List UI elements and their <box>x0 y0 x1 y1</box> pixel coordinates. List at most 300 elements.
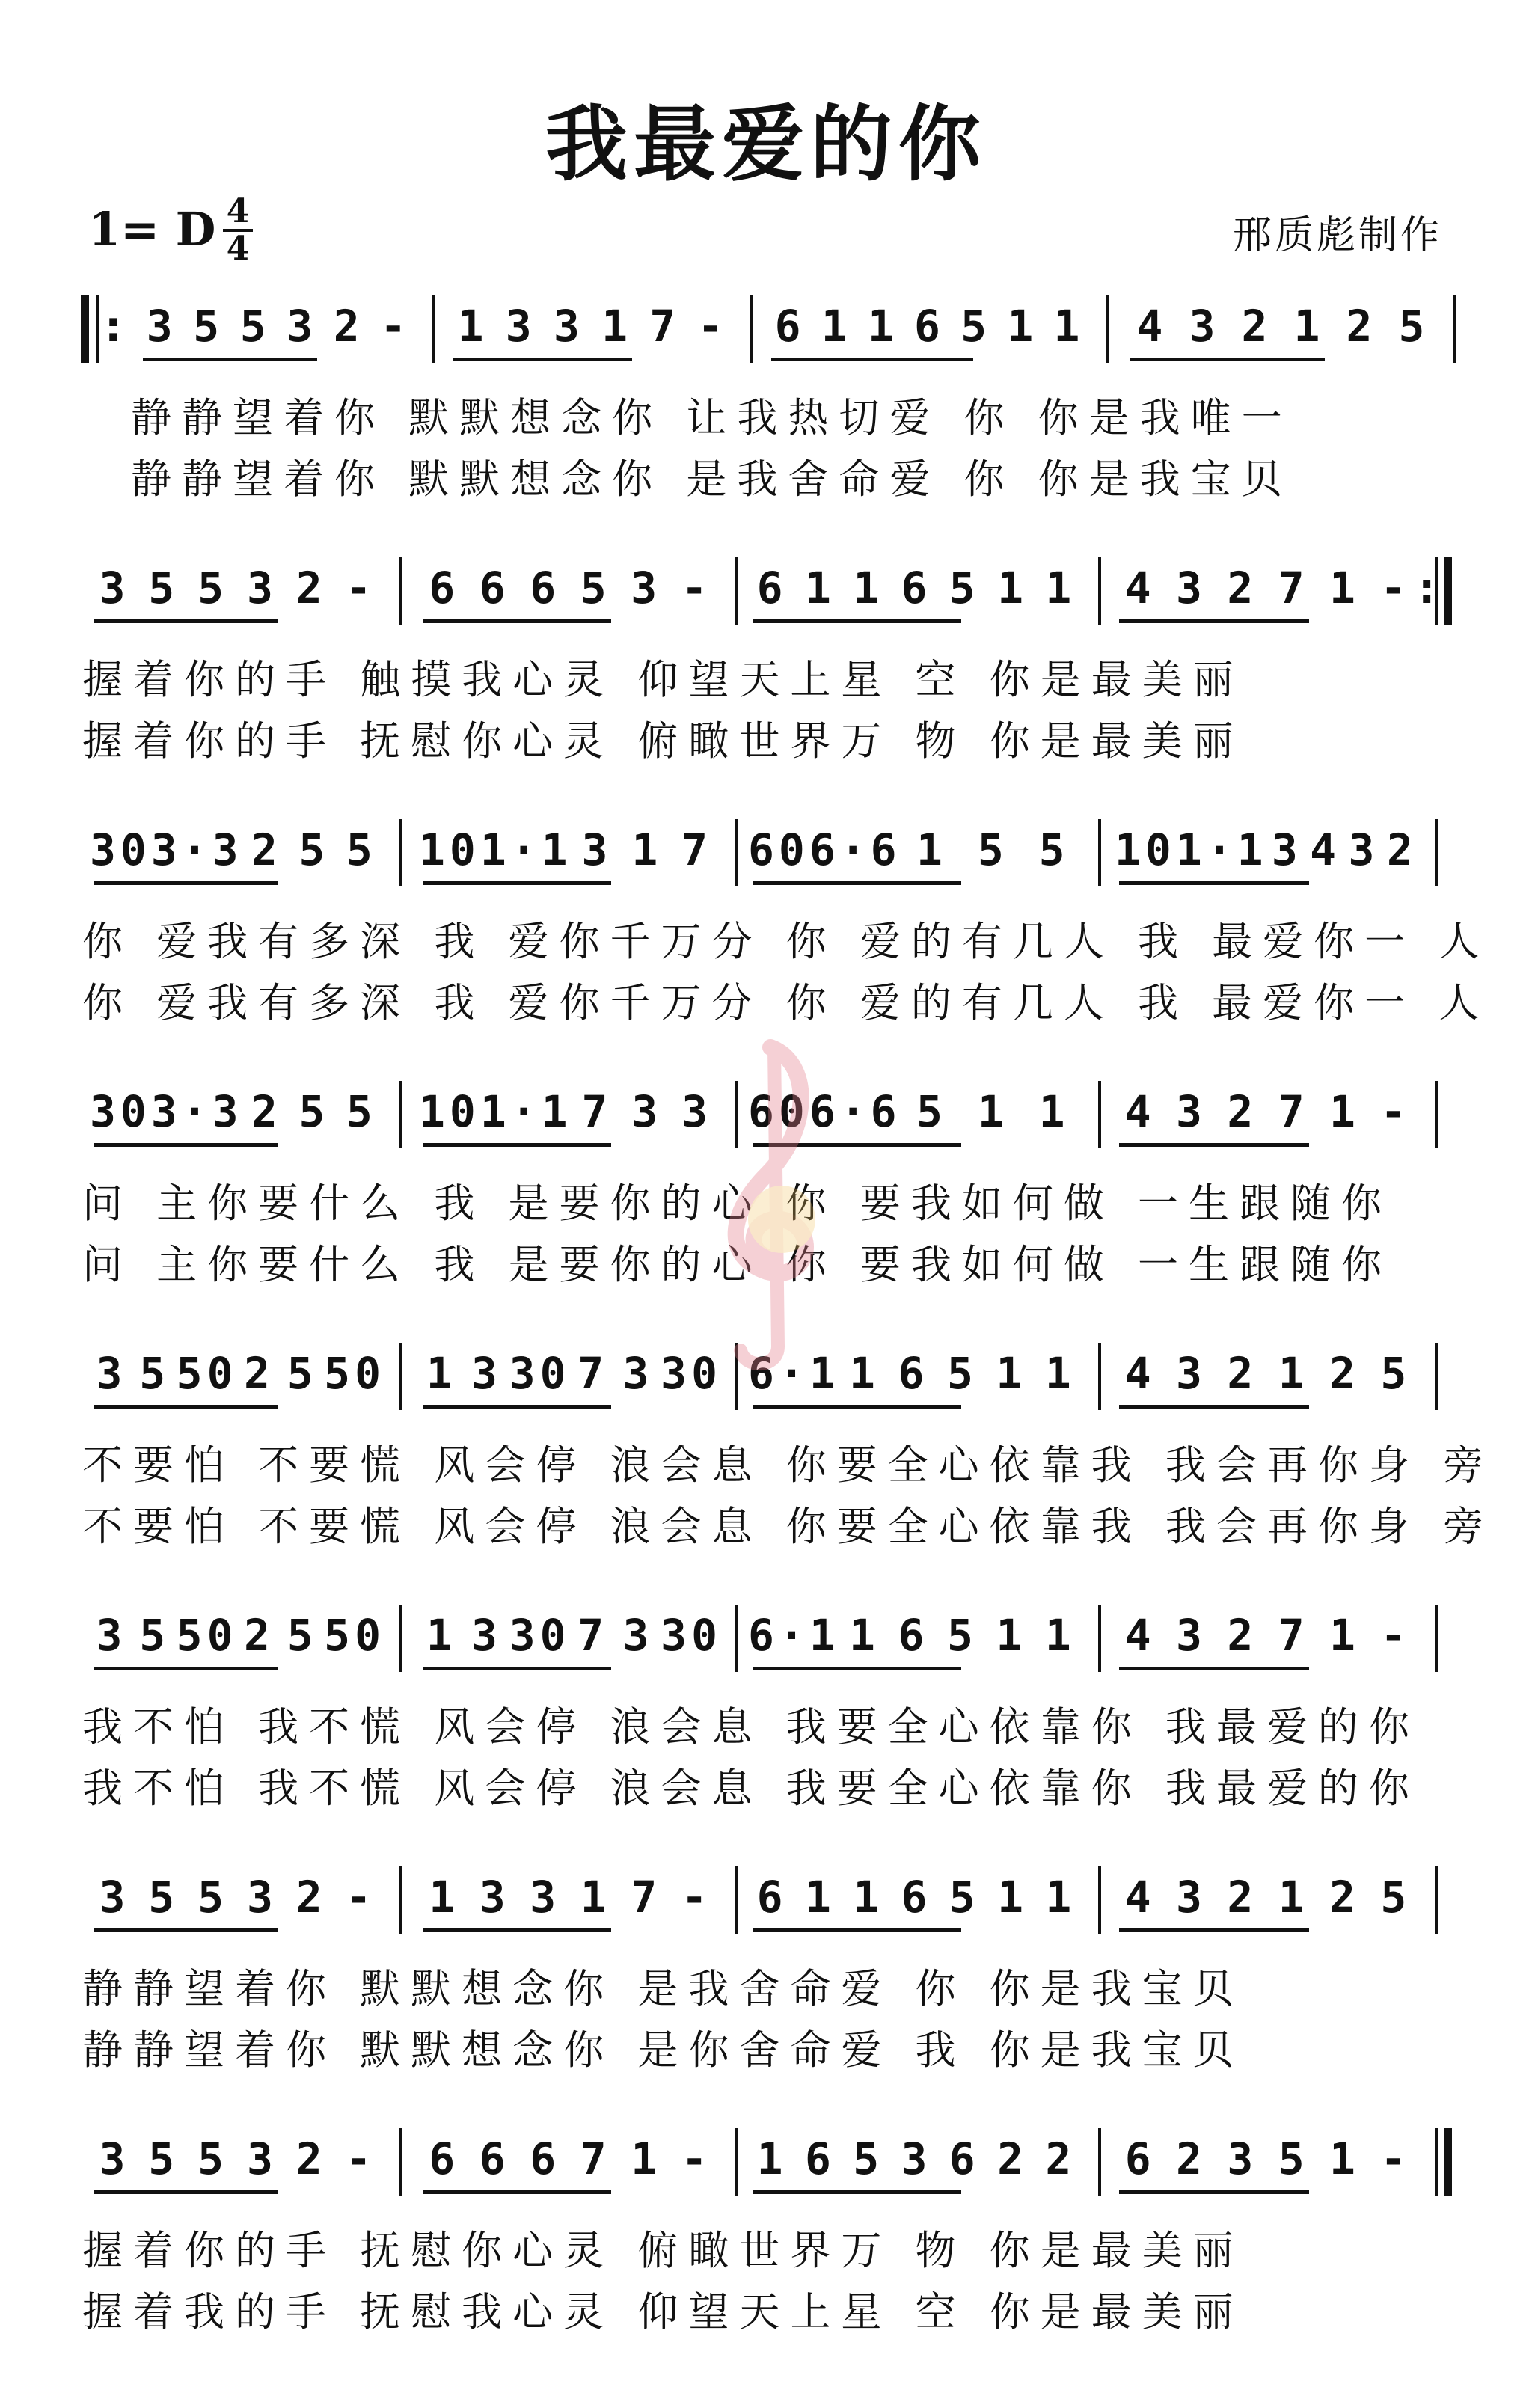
note: 2 <box>243 1610 275 1661</box>
song-title: 我最爱的你 <box>545 96 987 192</box>
note: 6 <box>530 563 561 613</box>
note: 1 <box>631 2133 662 2184</box>
beam-underline <box>94 1667 278 1670</box>
note: 2 <box>243 1348 275 1399</box>
lyric-verse-2: 我不怕 我不慌 风会停 浪会息 我要全心依靠你 我最爱的你 <box>82 1765 1420 1812</box>
barline <box>399 1343 402 1410</box>
note: 3·3 <box>150 1086 243 1137</box>
note: 7 <box>1278 563 1309 613</box>
note: 50 <box>176 1610 238 1661</box>
barline <box>735 1866 738 1934</box>
note: 3 <box>1176 1348 1207 1399</box>
note: 3 <box>96 1610 127 1661</box>
note: 3 <box>681 1086 713 1137</box>
notation-row <box>0 1855 1532 1937</box>
measure <box>419 563 722 622</box>
beam-underline <box>753 1667 961 1670</box>
note: 2 <box>251 824 282 875</box>
note: 5 <box>148 1872 180 1923</box>
lyric-verse-1: 你 爱我有多深 我 爱你千万分 你 爱的有几人 我 最爱你一 人 <box>82 918 1490 965</box>
barline <box>1435 2128 1438 2196</box>
measure <box>748 1872 1085 1931</box>
barline <box>1098 2128 1101 2196</box>
beam-underline <box>423 1928 611 1932</box>
note: - <box>681 2133 712 2184</box>
note: 1 <box>1045 1872 1076 1923</box>
note: 5 <box>1278 2133 1309 2184</box>
note: 4 <box>1124 1610 1156 1661</box>
note: 6 <box>804 2133 836 2184</box>
note: 5 <box>949 563 980 613</box>
barline <box>1098 557 1101 625</box>
note: 1·1 <box>1175 824 1268 875</box>
note: 1 <box>756 2133 788 2184</box>
lyric-verse-1: 握着你的手 触摸我心灵 仰望天上星 空 你是最美丽 <box>82 656 1244 703</box>
lyric-verse-2: 握着你的手 抚慰你心灵 俯瞰世界万 物 你是最美丽 <box>82 717 1244 765</box>
note: - <box>1380 2133 1412 2184</box>
note: 4 <box>1136 301 1168 352</box>
beam-underline <box>453 358 632 361</box>
note: 5 <box>197 2133 229 2184</box>
beam-underline <box>94 1405 278 1409</box>
author-credit: 邢质彪制作 <box>1232 213 1442 258</box>
note: 5 <box>287 1610 318 1661</box>
measure <box>1115 1086 1421 1146</box>
note: 1 <box>631 824 663 875</box>
note: 6·1 <box>748 1348 840 1399</box>
note: 4 <box>1124 563 1156 613</box>
note: 5 <box>239 301 271 352</box>
key-signature: 1= D <box>88 202 216 257</box>
note: 1 <box>1044 1348 1076 1399</box>
barline <box>1098 819 1101 886</box>
barline <box>1453 295 1456 363</box>
lyric-verse-2: 问 主你要什么 我 是要你的心 你 要我如何做 一生跟随你 <box>82 1241 1392 1288</box>
beam-underline <box>423 1667 611 1670</box>
note: 4 <box>1124 1086 1156 1137</box>
note: 3 <box>479 1872 510 1923</box>
note: 3 <box>581 824 613 875</box>
note: 2 <box>1386 824 1418 875</box>
note: 1 <box>1329 1086 1360 1137</box>
note: - <box>1380 1086 1412 1137</box>
note: 5 <box>949 1872 980 1923</box>
note: 6 <box>756 563 788 613</box>
note: 50 <box>324 1348 385 1399</box>
note: - <box>380 301 411 352</box>
beam-underline <box>771 358 973 361</box>
beam-underline <box>753 881 961 885</box>
barline <box>1435 1866 1438 1934</box>
note: 6·6 <box>809 1086 901 1137</box>
note: 2 <box>295 2133 327 2184</box>
measure <box>419 1872 722 1931</box>
note: 3 <box>631 1086 663 1137</box>
barline <box>399 1866 402 1934</box>
note: 1·1 <box>479 824 572 875</box>
barline <box>399 557 402 625</box>
note: - <box>681 563 712 613</box>
measure <box>90 1610 385 1670</box>
lyric-verse-2: 不要怕 不要慌 风会停 浪会息 你要全心依靠我 我会再你身 旁 <box>82 1503 1494 1550</box>
note: 30 <box>509 1610 571 1661</box>
note: 3 <box>1271 824 1302 875</box>
measure <box>419 1086 722 1146</box>
barline <box>1435 819 1438 886</box>
note: 1 <box>804 563 836 613</box>
beam-underline <box>94 619 278 623</box>
note: 5 <box>946 1610 978 1661</box>
note: - <box>697 301 729 352</box>
notation-row <box>0 1593 1532 1676</box>
measure <box>748 1610 1085 1670</box>
barline <box>735 2128 738 2196</box>
time-signature <box>223 192 253 268</box>
measure <box>1115 1610 1421 1670</box>
score-line <box>0 808 1532 1062</box>
note: 1 <box>580 1872 611 1923</box>
note: 1 <box>1329 563 1360 613</box>
note: 1 <box>1329 2133 1360 2184</box>
note: 1 <box>977 1086 1008 1137</box>
note: 10 <box>1115 824 1176 875</box>
beam-underline <box>423 1143 611 1147</box>
note: 5 <box>139 1348 171 1399</box>
note: 2 <box>1329 1872 1360 1923</box>
barline <box>1435 557 1438 625</box>
measure <box>419 2133 722 2193</box>
note: 2 <box>1227 1610 1258 1661</box>
note: 5 <box>148 2133 180 2184</box>
note: 5 <box>287 1348 318 1399</box>
barline <box>735 1605 738 1672</box>
note: 6·1 <box>748 1610 840 1661</box>
note: 3 <box>1176 1610 1207 1661</box>
note: 3 <box>631 563 662 613</box>
note: 1 <box>997 563 1028 613</box>
beam-underline <box>1119 1143 1309 1147</box>
note: 6 <box>949 2133 980 2184</box>
score-line <box>0 284 1532 539</box>
note: 5 <box>197 1872 229 1923</box>
note: 5 <box>148 563 180 613</box>
note: 3 <box>1176 563 1207 613</box>
note: 6 <box>898 1610 929 1661</box>
measure <box>90 563 385 622</box>
measure <box>90 2133 385 2193</box>
measure <box>419 824 722 884</box>
barline <box>1106 295 1109 363</box>
measure <box>748 563 1085 622</box>
barline <box>750 295 753 363</box>
measure <box>419 1610 722 1670</box>
beam-underline <box>423 2190 611 2194</box>
note: 1 <box>1053 301 1085 352</box>
note: 7 <box>649 301 681 352</box>
note: 1 <box>1278 1872 1309 1923</box>
barline <box>1098 1343 1101 1410</box>
note: 1 <box>1007 301 1038 352</box>
barline <box>1435 1605 1438 1672</box>
note: 2 <box>1346 301 1377 352</box>
note: 3 <box>901 2133 932 2184</box>
beam-underline <box>1130 358 1325 361</box>
note: 5 <box>298 824 330 875</box>
note: 3 <box>96 1348 127 1399</box>
measure <box>1115 2133 1421 2193</box>
beam-underline <box>1119 1667 1309 1670</box>
note: 5 <box>298 1086 330 1137</box>
note: 3 <box>246 2133 278 2184</box>
note: 7 <box>580 2133 611 2184</box>
note: 5 <box>346 1086 377 1137</box>
note: - <box>681 1872 712 1923</box>
note: 1 <box>1278 1348 1309 1399</box>
measure <box>748 824 1085 884</box>
note: 1 <box>1329 1610 1360 1661</box>
note: 1 <box>867 301 898 352</box>
note: 3 <box>287 301 318 352</box>
note: 1 <box>916 824 947 875</box>
note: 1 <box>457 301 488 352</box>
note: 5 <box>346 824 377 875</box>
beam-underline <box>753 1405 961 1409</box>
notation-row <box>0 284 1532 367</box>
time-top: 4 <box>226 192 250 230</box>
note: 3 <box>553 301 584 352</box>
measure <box>1115 563 1421 622</box>
note: 3 <box>246 563 278 613</box>
note: 30 <box>661 1348 722 1399</box>
beam-underline <box>753 619 961 623</box>
note: 3 <box>471 1348 502 1399</box>
note: 1 <box>1293 301 1325 352</box>
barline <box>1435 1081 1438 1148</box>
beam-underline <box>423 1405 611 1409</box>
note: 1 <box>853 563 884 613</box>
note: 3 <box>1176 1872 1207 1923</box>
notation-row <box>0 808 1532 890</box>
note: - <box>345 563 376 613</box>
note: 5 <box>580 563 611 613</box>
lyric-verse-1: 静静望着你 默默想念你 是我舍命爱 你 你是我宝贝 <box>82 1965 1244 2012</box>
note: 3 <box>99 2133 130 2184</box>
note: - <box>345 2133 376 2184</box>
lyric-verse-2: 你 爱我有多深 我 爱你千万分 你 爱的有几人 我 最爱你一 人 <box>82 979 1490 1026</box>
note: 5 <box>1398 301 1430 352</box>
note: 3 <box>622 1610 654 1661</box>
note: 60 <box>748 824 809 875</box>
note: 5 <box>916 1086 947 1137</box>
note: 3 <box>505 301 536 352</box>
note: 5 <box>197 563 229 613</box>
barline <box>399 819 402 886</box>
note: 6 <box>429 2133 460 2184</box>
barline <box>399 1081 402 1148</box>
measure <box>138 301 419 361</box>
beam-underline <box>94 881 278 885</box>
barline <box>1098 1866 1101 1934</box>
note: 6 <box>479 2133 510 2184</box>
note: 7 <box>577 1610 609 1661</box>
note: 6 <box>898 1348 929 1399</box>
beam-underline <box>1119 1405 1309 1409</box>
note: 6 <box>429 563 460 613</box>
note: 5 <box>1038 824 1070 875</box>
note: 30 <box>661 1610 722 1661</box>
note: 2 <box>251 1086 282 1137</box>
end-bar <box>1444 557 1452 625</box>
note: 2 <box>1227 1872 1258 1923</box>
note: 6 <box>1124 2133 1156 2184</box>
beam-underline <box>423 881 611 885</box>
note: 3 <box>99 563 130 613</box>
note: 3·3 <box>150 824 243 875</box>
note: 6·6 <box>809 824 901 875</box>
note: 4 <box>1310 824 1341 875</box>
note: 7 <box>631 1872 662 1923</box>
note: 2 <box>1176 2133 1207 2184</box>
note: 1 <box>426 1610 457 1661</box>
note: 5 <box>853 2133 884 2184</box>
measure <box>1115 824 1421 884</box>
note: 5 <box>946 1348 978 1399</box>
beam-underline <box>1119 619 1309 623</box>
lyric-verse-1: 我不怕 我不慌 风会停 浪会息 我要全心依靠你 我最爱的你 <box>82 1703 1420 1750</box>
note: 7 <box>1278 1610 1309 1661</box>
measure <box>1126 301 1440 361</box>
note: 1 <box>996 1348 1027 1399</box>
note: 2 <box>1241 301 1272 352</box>
barline <box>735 557 738 625</box>
beam-underline <box>94 1928 278 1932</box>
note: 2 <box>333 301 364 352</box>
note: 2 <box>1045 2133 1076 2184</box>
barline <box>1098 1605 1101 1672</box>
beam-underline <box>753 2190 961 2194</box>
note: 2 <box>1227 1348 1258 1399</box>
note: 6 <box>479 563 510 613</box>
note: 3 <box>471 1610 502 1661</box>
note: - <box>1380 563 1412 613</box>
barline <box>96 295 99 363</box>
time-bottom: 4 <box>226 230 250 268</box>
beam-underline <box>753 1928 961 1932</box>
note: 5 <box>977 824 1008 875</box>
note: 2 <box>295 563 327 613</box>
note: 1 <box>601 301 633 352</box>
note: 3 <box>530 1872 561 1923</box>
note: 4 <box>1124 1348 1156 1399</box>
lyric-verse-2: 静静望着你 默默想念你 是我舍命爱 你 你是我宝贝 <box>131 456 1293 503</box>
beam-underline <box>94 1143 278 1147</box>
measure <box>90 824 385 884</box>
note: 30 <box>90 1086 151 1137</box>
note: 1·1 <box>479 1086 572 1137</box>
measure <box>1115 1348 1421 1408</box>
note: 6 <box>530 2133 561 2184</box>
note: 1 <box>804 1872 836 1923</box>
barline <box>399 2128 402 2196</box>
note: 2 <box>1227 563 1258 613</box>
note: 1 <box>426 1348 457 1399</box>
note: 1 <box>821 301 852 352</box>
score-line <box>0 1855 1532 2110</box>
score-line <box>0 1593 1532 1848</box>
beam-underline <box>1119 881 1309 885</box>
note: 1 <box>849 1610 880 1661</box>
note: 6 <box>756 1872 788 1923</box>
end-bar <box>1444 2128 1452 2196</box>
lyric-verse-2: 静静望着你 默默想念你 是你舍命爱 我 你是我宝贝 <box>82 2026 1244 2074</box>
note: 3 <box>99 1872 130 1923</box>
note: 1 <box>1045 563 1076 613</box>
notation-row <box>0 2117 1532 2199</box>
lyric-verse-1: 不要怕 不要慌 风会停 浪会息 你要全心依靠我 我会再你身 旁 <box>82 1442 1494 1489</box>
beam-underline <box>94 2190 278 2194</box>
score-line <box>0 546 1532 800</box>
repeat-start-bar <box>81 295 89 363</box>
note: 6 <box>901 1872 932 1923</box>
lyric-verse-1: 握着你的手 抚慰你心灵 俯瞰世界万 物 你是最美丽 <box>82 2227 1244 2274</box>
repeat-dots: : <box>105 303 122 352</box>
beam-underline <box>423 619 611 623</box>
beam-underline <box>1119 1928 1309 1932</box>
note: 1 <box>429 1872 460 1923</box>
note: 2 <box>295 1872 327 1923</box>
note: 1 <box>1038 1086 1070 1137</box>
score-line <box>0 2117 1532 2371</box>
note: 60 <box>748 1086 809 1137</box>
note: 5 <box>139 1610 171 1661</box>
note: 3 <box>1227 2133 1258 2184</box>
note: 7 <box>581 1086 613 1137</box>
note: 3 <box>146 301 177 352</box>
note: 1 <box>1044 1610 1076 1661</box>
barline <box>735 819 738 886</box>
repeat-dots: : <box>1418 565 1436 613</box>
lyric-verse-1: 问 主你要什么 我 是要你的心 你 要我如何做 一生跟随你 <box>82 1180 1392 1227</box>
note: 7 <box>681 824 713 875</box>
barline <box>399 1605 402 1672</box>
lyric-verse-1: 静静望着你 默默想念你 让我热切爱 你 你是我唯一 <box>131 394 1293 441</box>
note: 1 <box>849 1348 880 1399</box>
measure <box>419 1348 722 1408</box>
measure <box>90 1348 385 1408</box>
measure <box>1115 1872 1421 1931</box>
note: 50 <box>176 1348 238 1399</box>
beam-underline <box>1119 2190 1309 2194</box>
note: 7 <box>1278 1086 1309 1137</box>
note: 50 <box>324 1610 385 1661</box>
note: 1 <box>997 1872 1028 1923</box>
note: 10 <box>419 1086 480 1137</box>
measure <box>449 301 737 361</box>
note: - <box>1380 1610 1412 1661</box>
note: 5 <box>960 301 992 352</box>
note: 30 <box>509 1348 571 1399</box>
note: 2 <box>1227 1086 1258 1137</box>
barline <box>1435 1343 1438 1410</box>
notation-row <box>0 546 1532 628</box>
measure <box>90 1872 385 1931</box>
lyric-verse-2: 握着我的手 抚慰我心灵 仰望天上星 空 你是最美丽 <box>82 2288 1244 2335</box>
note: 5 <box>193 301 224 352</box>
barline <box>432 295 435 363</box>
measure <box>767 301 1092 361</box>
note: 2 <box>1329 1348 1360 1399</box>
treble-clef-watermark <box>699 1032 834 1376</box>
